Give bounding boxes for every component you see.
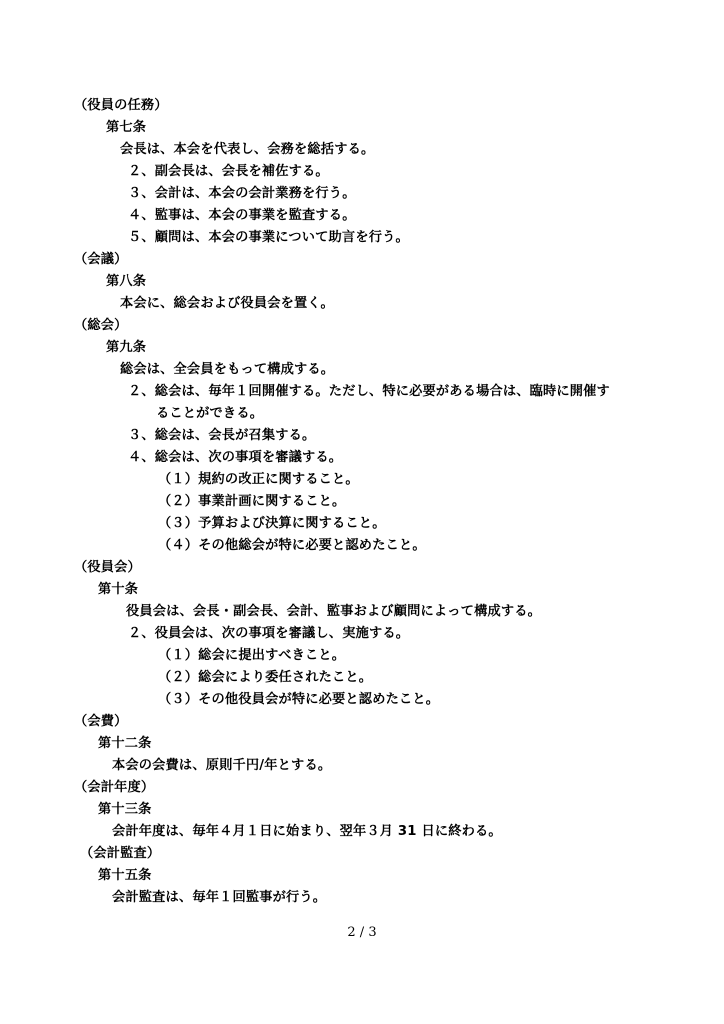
article-number: 第十五条 <box>98 868 152 883</box>
article-text: 本会に、総会および役員会を置く。 <box>120 296 334 311</box>
article-clause: ４、監事は、本会の事業を監査する。 <box>128 208 356 223</box>
article-number: 第十三条 <box>98 802 152 817</box>
article-text: 役員会は、会長・副会長、会計、監事および顧問によって構成する。 <box>126 604 542 619</box>
article-text: 会長は、本会を代表し、会務を総括する。 <box>120 142 375 157</box>
section-heading: （役員会） <box>74 560 141 575</box>
sub-item: （２）総会により委任されたこと。 <box>158 670 373 685</box>
sub-item: （１）総会に提出すべきこと。 <box>158 648 346 663</box>
sub-item: （２）事業計画に関すること。 <box>158 494 346 509</box>
article-text: 総会は、全会員をもって構成する。 <box>120 362 335 377</box>
section-heading: （会費） <box>74 714 128 729</box>
article-clause: ３、会計は、本会の会計業務を行う。 <box>128 186 356 201</box>
article-clause: ３、総会は、会長が召集する。 <box>128 428 316 443</box>
article-number: 第十二条 <box>98 736 152 751</box>
article-text: 会計監査は、毎年１回監事が行う。 <box>112 890 327 905</box>
section-heading: （会計年度） <box>74 780 155 795</box>
article-clause: ５、顧問は、本会の事業について助言を行う。 <box>128 230 409 245</box>
article-clause: ２、役員会は、次の事項を審議し、実施する。 <box>128 626 410 641</box>
section-heading: （会計監査） <box>80 846 161 861</box>
section-heading: （会議） <box>74 252 128 267</box>
article-clause: ２、総会は、毎年１回開催する。ただし、特に必要がある場合は、臨時に開催す <box>128 384 610 399</box>
article-clause-continuation: ることができる。 <box>156 406 264 421</box>
article-number: 第十条 <box>98 582 139 597</box>
article-text: 会計年度は、毎年４月１日に始まり、翌年３月 31 日に終わる。 <box>112 824 502 839</box>
article-text: 本会の会費は、原則千円/年とする。 <box>112 758 332 773</box>
sub-item: （１）規約の改正に関すること。 <box>158 472 359 487</box>
article-number: 第九条 <box>106 340 147 355</box>
article-clause: ４、総会は、次の事項を審議する。 <box>128 450 343 465</box>
article-number: 第七条 <box>106 120 147 135</box>
section-heading: （総会） <box>74 318 128 333</box>
sub-item: （３）予算および決算に関すること。 <box>158 516 386 531</box>
article-clause: ２、副会長は、会長を補佐する。 <box>128 164 329 179</box>
article-number: 第八条 <box>106 274 147 289</box>
page-number: 2 / 3 <box>347 925 377 940</box>
sub-item: （４）その他総会が特に必要と認めたこと。 <box>158 538 426 553</box>
section-heading: （役員の任務） <box>74 98 168 113</box>
sub-item: （３）その他役員会が特に必要と認めたこと。 <box>158 692 440 707</box>
